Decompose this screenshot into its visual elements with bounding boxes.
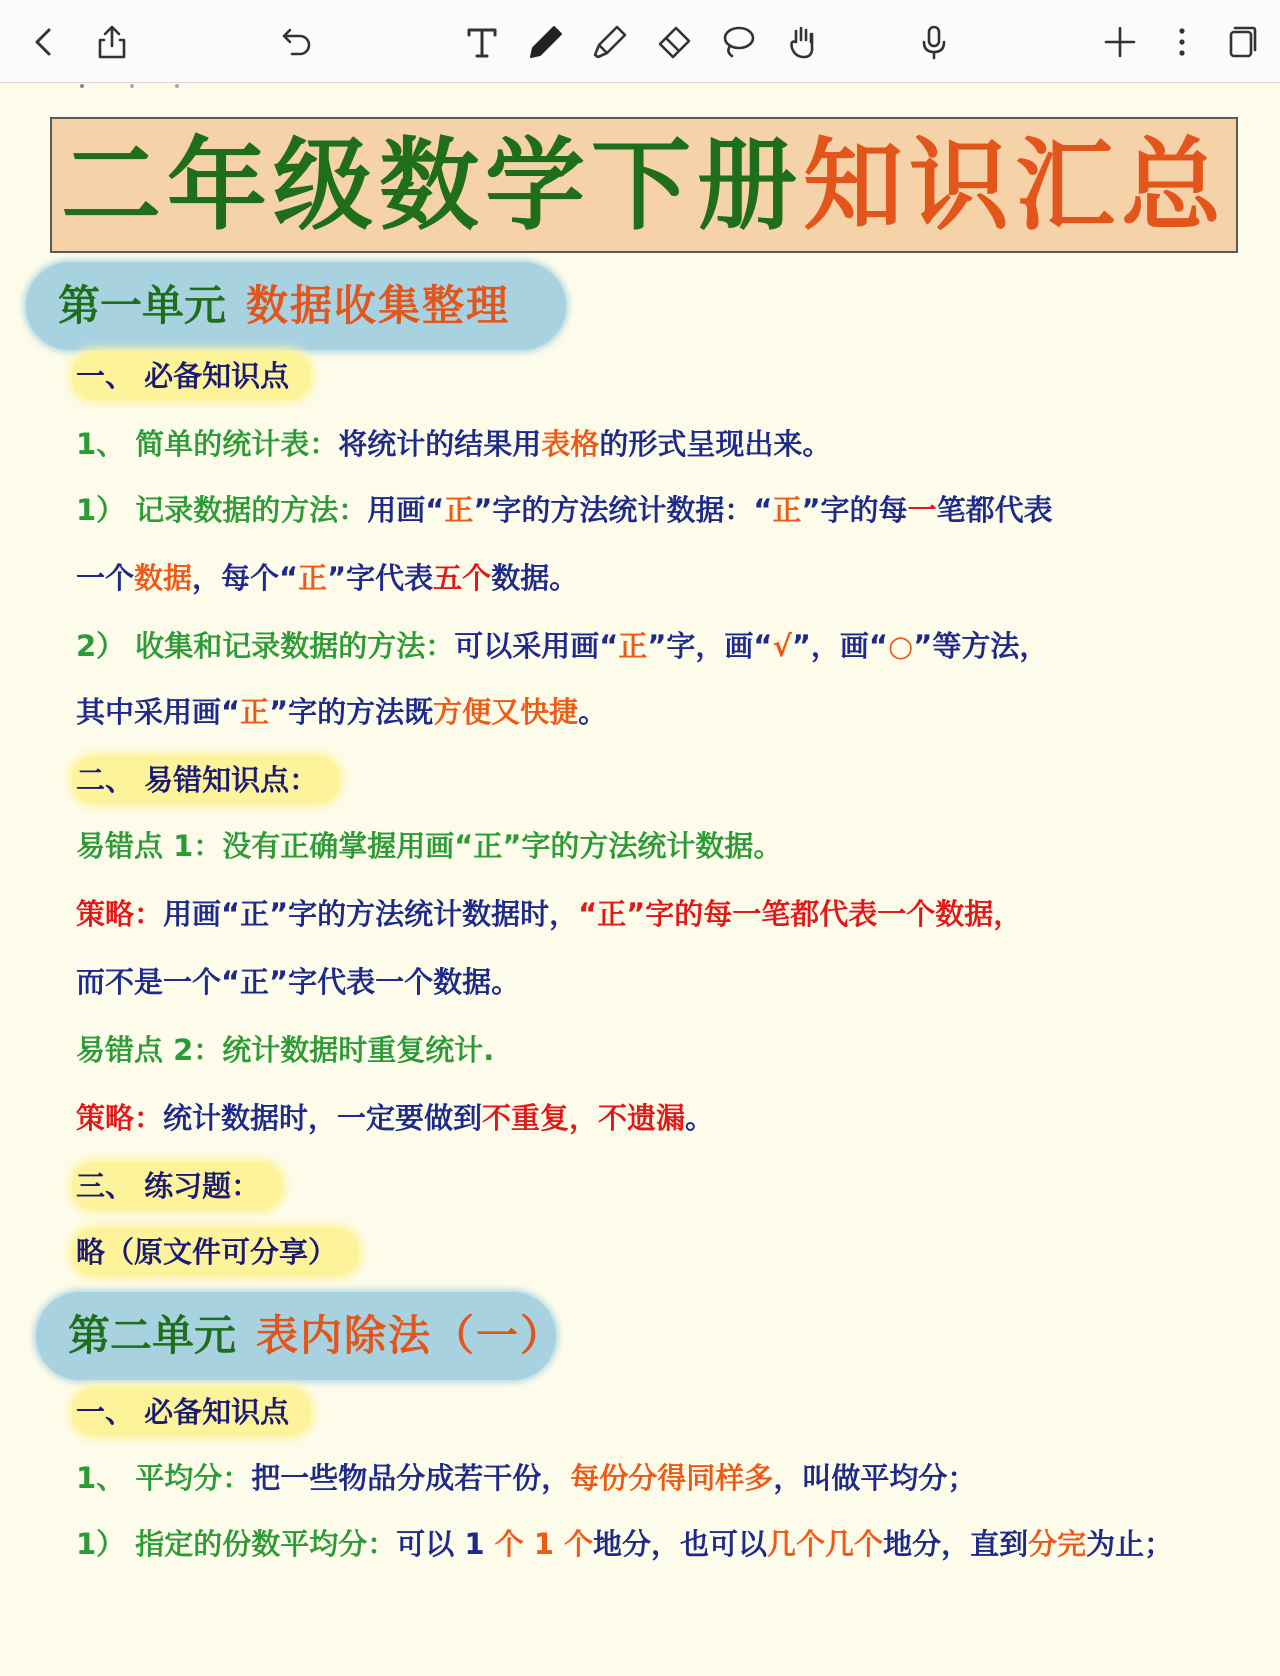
mistake-point-1: 易错点 1：没有正确掌握用画“正”字的方法统计数据。 — [76, 829, 783, 863]
text: 可以 1 — [396, 1527, 495, 1561]
emphasis: 个 1 个 — [494, 1527, 594, 1561]
text: 用画“正”字的方法统计数据时， — [163, 897, 579, 931]
unit-2-name: 表内除法（一） — [256, 1311, 565, 1360]
section-heading: 一、 必备知识点 — [72, 1388, 311, 1436]
text-line — [76, 622, 1048, 670]
text: ”字，画“ — [647, 629, 773, 663]
more-icon[interactable] — [1158, 18, 1206, 66]
title-part-1: 二年级数学下册 — [61, 126, 803, 244]
title-part-2: 知识汇总 — [803, 126, 1227, 244]
text: 。 — [578, 695, 608, 729]
emphasis: √ — [772, 629, 792, 663]
eraser-icon[interactable] — [650, 18, 698, 66]
text: ”，画“ — [791, 629, 888, 663]
emphasis: 几个几个 — [767, 1527, 884, 1561]
text: 把一些物品分成若干份， — [251, 1461, 571, 1495]
text-line — [76, 1520, 1173, 1568]
page-title — [50, 117, 1238, 253]
emphasis: “正”字的每一笔都代表一个数据， — [578, 897, 1023, 931]
emphasis: 一 — [907, 493, 937, 527]
text-line — [76, 688, 607, 736]
term: 1、 简单的统计表： — [76, 427, 339, 461]
unit-2-heading — [36, 1292, 565, 1380]
undo-icon[interactable] — [272, 18, 320, 66]
page-indicator-dots — [62, 82, 222, 92]
text: ，叫做平均分； — [773, 1461, 977, 1495]
add-icon[interactable] — [1096, 18, 1144, 66]
back-icon[interactable] — [20, 18, 68, 66]
mistake-point-2: 易错点 2：统计数据时重复统计. — [76, 1033, 495, 1067]
pages-icon[interactable] — [1216, 18, 1264, 66]
microphone-icon[interactable] — [910, 18, 958, 66]
term: 1、 平均分： — [76, 1461, 252, 1495]
unit-1-name: 数据收集整理 — [246, 281, 511, 330]
app-toolbar — [0, 0, 1280, 83]
unit-2-label: 第二单元 — [68, 1311, 237, 1360]
emphasis: ○ — [887, 629, 914, 663]
section-heading: 三、 练习题： — [72, 1162, 282, 1210]
text-line — [76, 420, 831, 468]
emphasis: 正 — [444, 493, 474, 527]
text: 将统计的结果用 — [338, 427, 542, 461]
emphasis: 正 — [240, 695, 270, 729]
text-line: 而不是一个“正”字代表一个数据。 — [76, 965, 521, 999]
text: 统计数据时，一定要做到 — [163, 1101, 483, 1135]
text: 一个 — [76, 561, 135, 595]
text: ”字的每 — [801, 493, 908, 527]
text-line — [76, 554, 578, 602]
pen-icon[interactable] — [522, 18, 570, 66]
highlighter-icon[interactable] — [586, 18, 634, 66]
text: ，每个“ — [192, 561, 299, 595]
share-icon[interactable] — [88, 18, 136, 66]
text: ”等方法， — [913, 629, 1049, 663]
text: 数据。 — [491, 561, 579, 595]
text: ”字的方法统计数据：“ — [473, 493, 773, 527]
term: 1） 记录数据的方法： — [76, 493, 368, 527]
term: 2） 收集和记录数据的方法： — [76, 629, 455, 663]
emphasis: 正 — [298, 561, 328, 595]
text: 用画“ — [367, 493, 445, 527]
strategy-label: 策略： — [76, 1101, 164, 1135]
emphasis: 正 — [772, 493, 802, 527]
emphasis: 每份分得同样多 — [570, 1461, 774, 1495]
emphasis: 正 — [618, 629, 648, 663]
text: 笔都代表 — [936, 493, 1053, 527]
section-heading: 二、 易错知识点： — [72, 756, 340, 804]
text: 其中采用画“ — [76, 695, 241, 729]
emphasis: 不重复，不遗漏 — [482, 1101, 686, 1135]
text: ”字代表 — [327, 561, 434, 595]
practice-note: 略（原文件可分享） — [72, 1228, 359, 1276]
hand-icon[interactable] — [778, 18, 826, 66]
text-line — [76, 890, 1022, 938]
text: 。 — [685, 1101, 715, 1135]
emphasis: 五个 — [433, 561, 492, 595]
emphasis: 方便又快捷 — [433, 695, 579, 729]
text: 为止； — [1086, 1527, 1174, 1561]
term: 1） 指定的份数平均分： — [76, 1527, 397, 1561]
strategy-label: 策略： — [76, 897, 164, 931]
text: 可以采用画“ — [454, 629, 619, 663]
text: 地分，也可以 — [593, 1527, 768, 1561]
emphasis: 分完 — [1028, 1527, 1087, 1561]
section-heading: 一、 必备知识点 — [72, 352, 311, 400]
emphasis: 数据 — [134, 561, 193, 595]
text-tool-icon[interactable] — [458, 18, 506, 66]
unit-1-label: 第一单元 — [58, 281, 227, 330]
text-line — [76, 1454, 976, 1502]
text: 的形式呈现出来。 — [599, 427, 832, 461]
text-line — [76, 1094, 714, 1142]
emphasis: 表格 — [541, 427, 600, 461]
unit-1-heading — [26, 262, 566, 350]
text: ”字的方法既 — [269, 695, 434, 729]
text-line — [76, 486, 1053, 534]
text: 地分，直到 — [883, 1527, 1029, 1561]
lasso-icon[interactable] — [714, 18, 762, 66]
